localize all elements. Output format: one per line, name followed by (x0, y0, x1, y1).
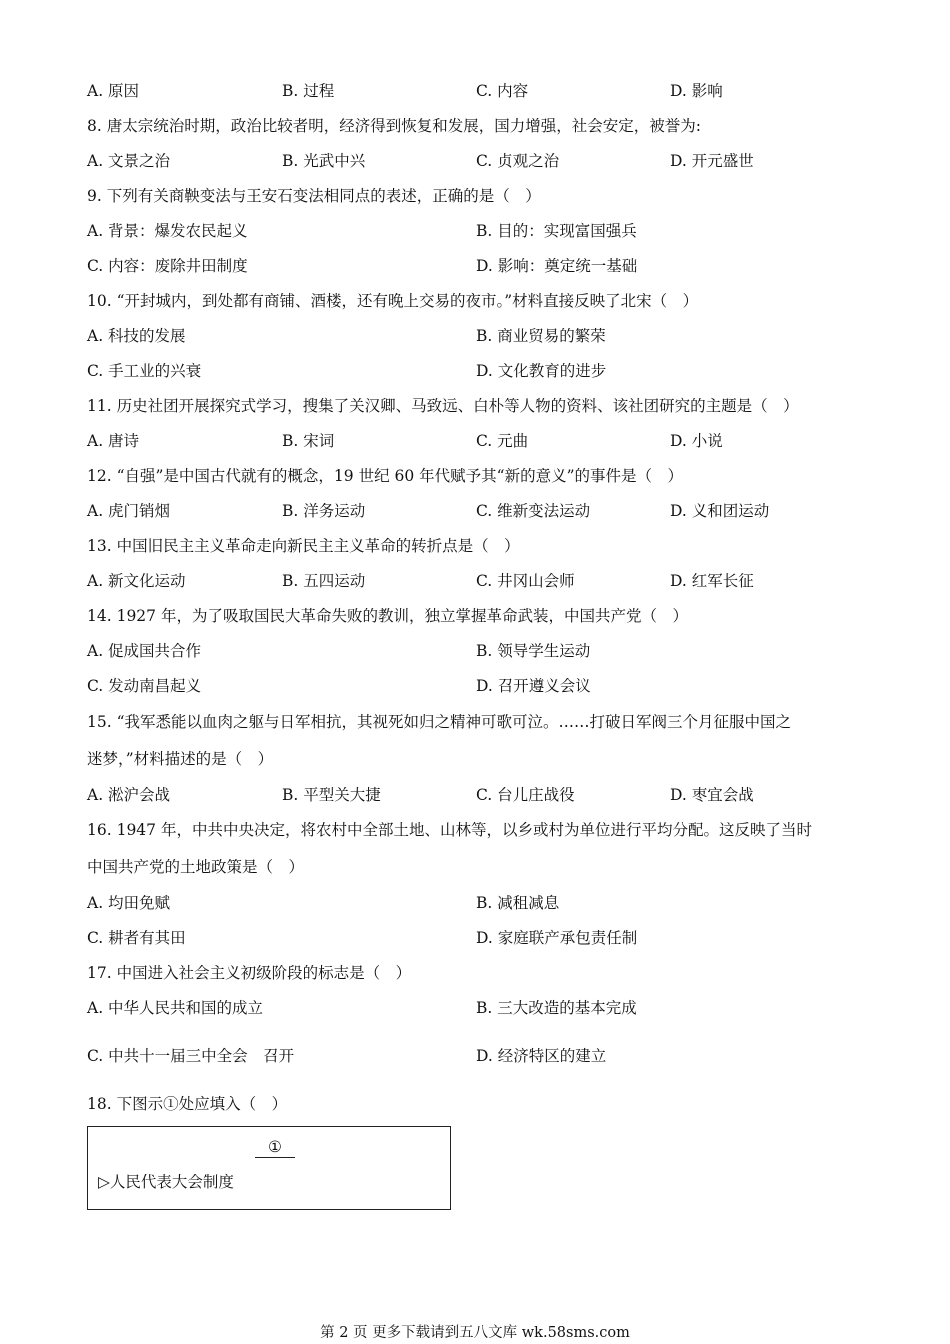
q9-option-b: B. 目的：实现富国强兵 (476, 222, 637, 240)
q15-option-c: C. 台儿庄战役 (476, 786, 575, 804)
q12-option-a: A. 虎门销烟 (87, 502, 171, 520)
q7-option-a: A. 原因 (87, 82, 140, 100)
q17-option-b: B. 三大改造的基本完成 (476, 999, 637, 1017)
q14-option-c: C. 发动南昌起义 (87, 677, 202, 695)
q14-option-b: B. 领导学生运动 (476, 642, 591, 660)
q9-option-c: C. 内容：废除井田制度 (87, 257, 248, 275)
q14-option-a: A. 促成国共合作 (87, 642, 202, 660)
q8-option-b: B. 光武中兴 (282, 152, 366, 170)
q18-blank-marker: ① (255, 1137, 295, 1158)
q13-option-a: A. 新文化运动 (87, 572, 186, 590)
q15-option-a: A. 淞沪会战 (87, 786, 171, 804)
q13-option-c: C. 井冈山会师 (476, 572, 575, 590)
q17-option-d: D. 经济特区的建立 (476, 1047, 607, 1065)
q11-option-a: A. 唐诗 (87, 432, 140, 450)
page-footer: 第 2 页 更多下载请到五八文库 wk.58sms.com (320, 1325, 630, 1341)
q14-stem: 14. 1927 年，为了吸取国民大革命失败的教训，独立掌握革命武装，中国共产党（ ） (87, 607, 688, 625)
q15-option-d: D. 枣宜会战 (670, 786, 754, 804)
q11-option-b: B. 宋词 (282, 432, 335, 450)
q7-option-d: D. 影响 (670, 82, 723, 100)
q18-diagram-item: ▷人民代表大会制度 (98, 1173, 234, 1191)
q10-option-b: B. 商业贸易的繁荣 (476, 327, 606, 345)
q16-stem-line1: 16. 1947 年，中共中央决定，将农村中全部土地、山林等，以乡或村为单位进行平均分配。这反映了当时 (87, 821, 812, 839)
q12-option-d: D. 义和团运动 (670, 502, 770, 520)
q15-option-b: B. 平型关大捷 (282, 786, 381, 804)
q9-option-a: A. 背景：爆发农民起义 (87, 222, 248, 240)
q10-option-c: C. 手工业的兴衰 (87, 362, 202, 380)
q13-stem: 13. 中国旧民主主义革命走向新民主主义革命的转折点是（ ） (87, 537, 520, 555)
q8-option-a: A. 文景之治 (87, 152, 171, 170)
q16-option-c: C. 耕者有其田 (87, 929, 186, 947)
q14-option-d: D. 召开遵义会议 (476, 677, 591, 695)
q16-option-d: D. 家庭联产承包责任制 (476, 929, 638, 947)
q9-stem: 9. 下列有关商鞅变法与王安石变法相同点的表述，正确的是（ ） (87, 187, 541, 205)
q18-stem: 18. 下图示①处应填入（ ） (87, 1095, 288, 1113)
q11-option-c: C. 元曲 (476, 432, 529, 450)
q18-diagram-box (87, 1126, 451, 1210)
q10-stem: 10. “开封城内，到处都有商铺、酒楼，还有晚上交易的夜市。”材料直接反映了北宋（ ） (87, 292, 699, 310)
q15-stem-line1: 15. “我军悉能以血肉之躯与日军相抗，其视死如归之精神可歌可泣。……打破日军阀三个月征服中国之 (87, 713, 792, 731)
q12-stem: 12. “自强”是中国古代就有的概念，19 世纪 60 年代赋予其“新的意义”的事件是（ ） (87, 467, 684, 485)
q16-stem-line2: 中国共产党的土地政策是（ ） (87, 858, 305, 876)
q8-option-c: C. 贞观之治 (476, 152, 560, 170)
q16-option-b: B. 减租减息 (476, 894, 560, 912)
q13-option-d: D. 红军长征 (670, 572, 754, 590)
q9-option-d: D. 影响：奠定统一基础 (476, 257, 638, 275)
q12-option-c: C. 维新变法运动 (476, 502, 591, 520)
q11-option-d: D. 小说 (670, 432, 723, 450)
q17-stem: 17. 中国进入社会主义初级阶段的标志是（ ） (87, 964, 412, 982)
q7-option-c: C. 内容 (476, 82, 529, 100)
q7-option-b: B. 过程 (282, 82, 335, 100)
q8-stem: 8. 唐太宗统治时期，政治比较者明，经济得到恢复和发展，国力增强，社会安定，被誉为: (87, 117, 701, 135)
q15-stem-line2: 迷梦，”材料描述的是（ ） (87, 750, 274, 768)
q13-option-b: B. 五四运动 (282, 572, 366, 590)
q16-option-a: A. 均田免赋 (87, 894, 171, 912)
q17-option-c: C. 中共十一届三中全会 召开 (87, 1047, 295, 1065)
q10-option-d: D. 文化教育的进步 (476, 362, 607, 380)
q17-option-a: A. 中华人民共和国的成立 (87, 999, 264, 1017)
q8-option-d: D. 开元盛世 (670, 152, 754, 170)
q11-stem: 11. 历史社团开展探究式学习，搜集了关汉卿、马致远、白朴等人物的资料、该社团研究的主题是（ ） (87, 397, 799, 415)
q12-option-b: B. 洋务运动 (282, 502, 366, 520)
q10-option-a: A. 科技的发展 (87, 327, 186, 345)
